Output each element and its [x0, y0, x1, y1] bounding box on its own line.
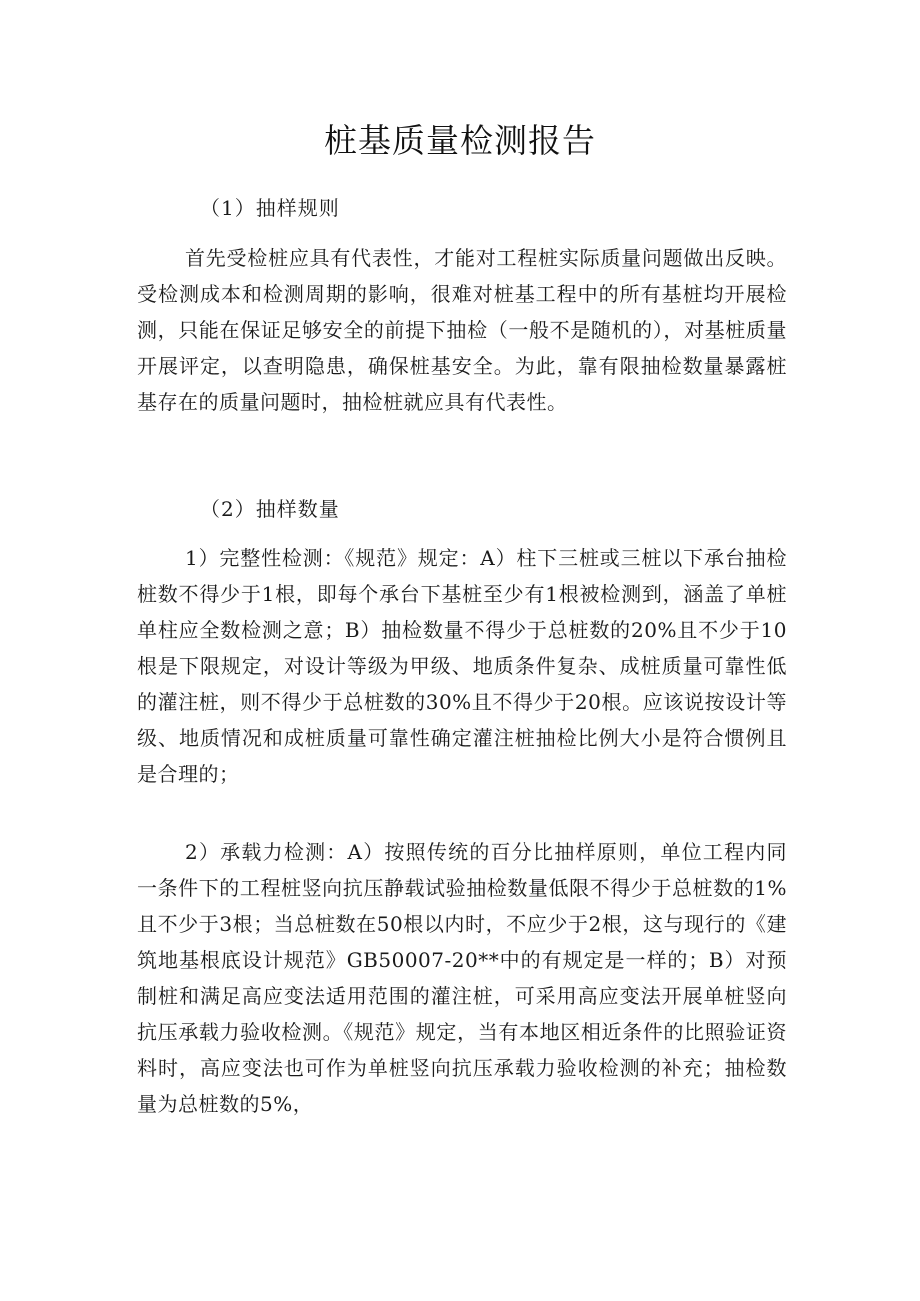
- paragraph-integrity-testing: 1）完整性检测：《规范》规定：A）柱下三桩或三桩以下承台抽检桩数不得少于1根，即每个承台下基桩至少有1根被检测到，涵盖了单桩单柱应全数检测之意；B）抽检数量不得少于总桩数的20%且不少于10根是下限规定，对设计等级为甲级、地质条件复杂、成桩质量可靠性低的灌注桩，则不得少于总桩数的30%且不得少于20根。应该说按设计等级、地质情况和成桩质量可靠性确定灌注桩抽检比例大小是符合惯例且是合理的；: [137, 546, 787, 786]
- section-heading-sampling-quantity: （2）抽样数量: [200, 497, 340, 521]
- paragraph-bearing-capacity-testing: 2）承载力检测：A）按照传统的百分比抽样原则，单位工程内同一条件下的工程桩竖向抗压静载试验抽检数量低限不得少于总桩数的1%且不少于3根；当总桩数在50根以内时，不应少于2根，这与现行的《建筑地基根底设计规范》GB50007-20**中的有规定是一样的；B）对预制桩和满足高应变法适用范围的灌注桩，可采用高应变法开展单桩竖向抗压承载力验收检测。《规范》规定，当有本地区相近条件的比照验证资料时，高应变法也可作为单桩竖向抗压承载力验收检测的补充；抽检数量为总桩数的5%，: [137, 840, 787, 1116]
- paragraph-sampling-rules: 首先受检桩应具有代表性，才能对工程桩实际质量问题做出反映。受检测成本和检测周期的影响，很难对桩基工程中的所有基桩均开展检测，只能在保证足够安全的前提下抽检（一般不是随机的），对基桩质量开展评定，以查明隐患，确保桩基安全。为此，靠有限抽检数量暴露桩基存在的质量问题时，抽检桩就应具有代表性。: [137, 246, 787, 414]
- document-title: 桩基质量检测报告: [324, 121, 596, 160]
- section-heading-sampling-rules: （1）抽样规则: [200, 196, 340, 220]
